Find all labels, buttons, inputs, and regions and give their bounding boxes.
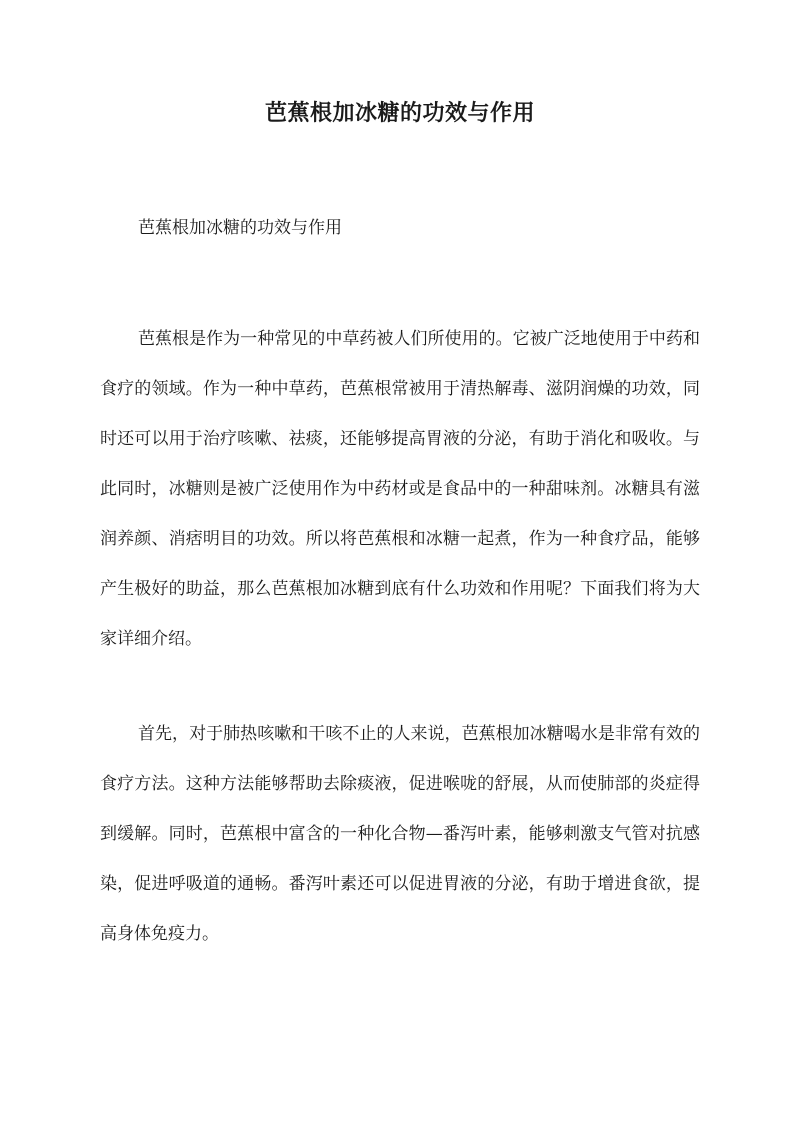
document-title: 芭蕉根加冰糖的功效与作用 (264, 100, 535, 126)
document-subtitle: 芭蕉根加冰糖的功效与作用 (138, 218, 342, 238)
paragraph-intro: 芭蕉根是作为一种常见的中草药被人们所使用的。它被广泛地使用于中药和食疗的领域。作为一种中草药，芭蕉根常被用于清热解毒、滋阴润燥的功效，同时还可以用于治疗咳嗽、祛痰，还能够提高胃液的分泌，有助于消化和吸收。与此同时，冰糖则是被广泛使用作为中药材或是食品中的一种甜味剂。冰糖具有滋润养颜、消痞明目的功效。所以将芭蕉根和冰糖一起煮，作为一种食疗品，能够产生极好的助益，那么芭蕉根加冰糖到底有什么功效和作用呢？下面我们将为大家详细介绍。 (100, 329, 700, 649)
paragraph-first-benefit: 首先，对于肺热咳嗽和干咳不止的人来说，芭蕉根加冰糖喝水是非常有效的食疗方法。这种方法能够帮助去除痰液，促进喉咙的舒展，从而使肺部的炎症得到缓解。同时，芭蕉根中富含的一种化合物—番泻叶素，能够刺激支气管对抗感染，促进呼吸道的通畅。番泻叶素还可以促进胃液的分泌，有助于增进食欲，提高身体免疫力。 (100, 724, 700, 944)
